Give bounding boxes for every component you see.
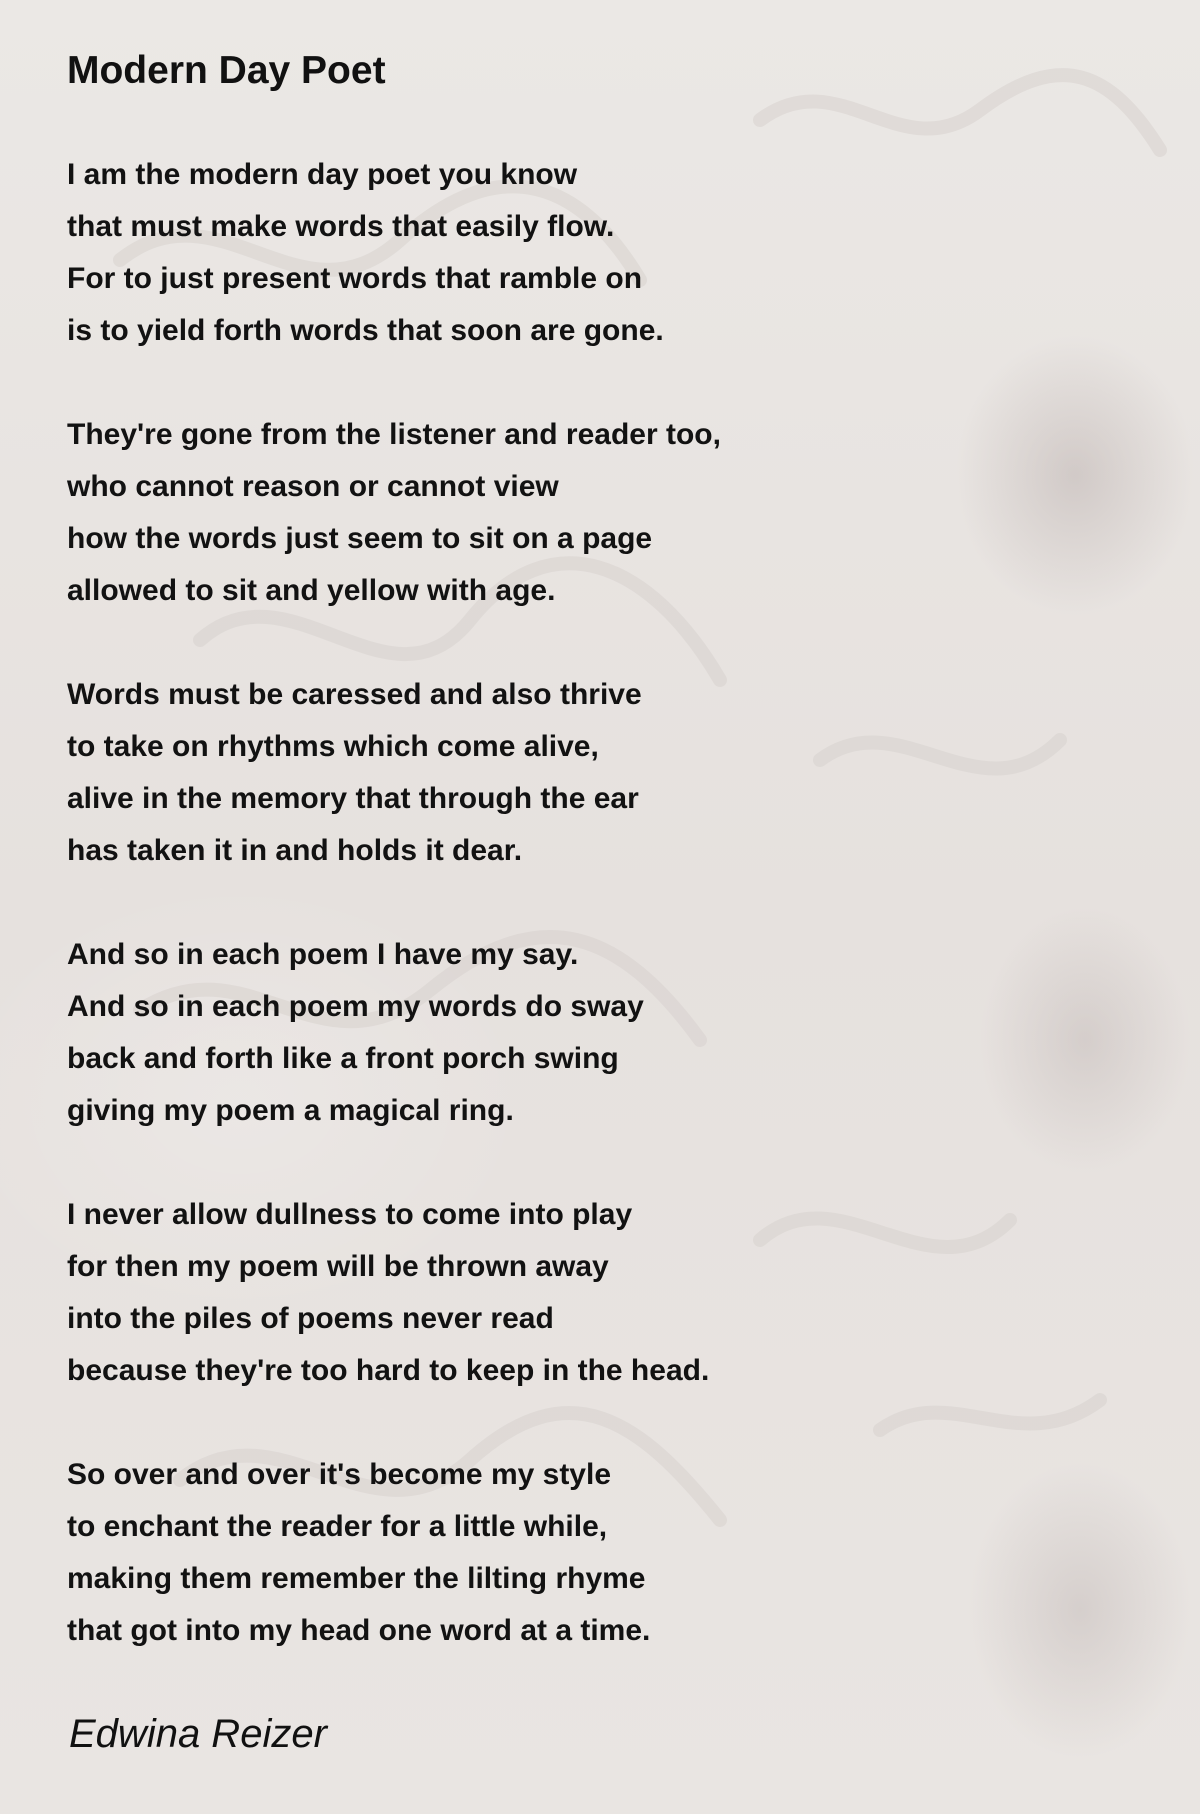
poem-line: They're gone from the listener and reader too, xyxy=(67,418,721,451)
poem-line: that got into my head one word at a time. xyxy=(67,1614,651,1647)
stanza xyxy=(67,409,967,617)
poem-line: to enchant the reader for a little while, xyxy=(67,1510,608,1543)
poem-line: And so in each poem my words do sway xyxy=(67,990,644,1023)
poem-line: Words must be caressed and also thrive xyxy=(67,678,642,711)
poem-line: to take on rhythms which come alive, xyxy=(67,730,599,763)
poem-line: I am the modern day poet you know xyxy=(67,158,578,191)
poem-line: because they're too hard to keep in the head. xyxy=(67,1354,710,1387)
poem-line: who cannot reason or cannot view xyxy=(67,470,559,503)
poem-author: Edwina Reizer xyxy=(69,1712,327,1756)
poem-line: allowed to sit and yellow with age. xyxy=(67,574,556,607)
stanza xyxy=(67,1449,967,1657)
poem-line: I never allow dullness to come into play xyxy=(67,1198,633,1231)
stanza xyxy=(67,929,967,1137)
poem-line: So over and over it's become my style xyxy=(67,1458,612,1491)
poem-line: how the words just seem to sit on a page xyxy=(67,522,653,555)
poem-title: Modern Day Poet xyxy=(67,49,386,92)
poem-line: that must make words that easily flow. xyxy=(67,210,615,243)
poem-line: has taken it in and holds it dear. xyxy=(67,834,523,867)
poem-line: into the piles of poems never read xyxy=(67,1302,554,1335)
poem-line: And so in each poem I have my say. xyxy=(67,938,579,971)
poem-line: making them remember the lilting rhyme xyxy=(67,1562,646,1595)
poem-line: giving my poem a magical ring. xyxy=(67,1094,514,1127)
stanza xyxy=(67,149,967,357)
poem-line: is to yield forth words that soon are gone. xyxy=(67,314,664,347)
poem-line: for then my poem will be thrown away xyxy=(67,1250,609,1283)
stanza xyxy=(67,1189,967,1397)
poem-body xyxy=(67,149,967,1709)
stanza xyxy=(67,669,967,877)
poem-line: back and forth like a front porch swing xyxy=(67,1042,619,1075)
poem-line: alive in the memory that through the ear xyxy=(67,782,639,815)
poem-line: For to just present words that ramble on xyxy=(67,262,643,295)
